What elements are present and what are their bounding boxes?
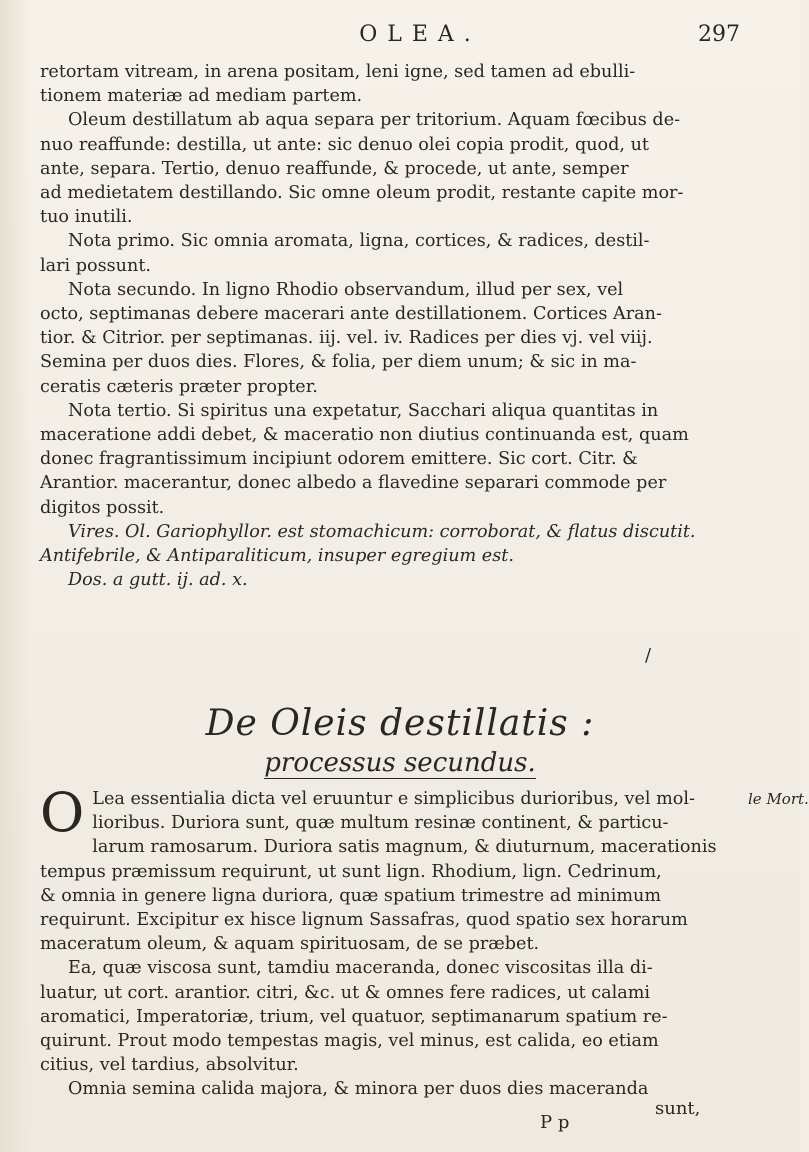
text-line: Nota secundo. In ligno Rhodio observandum, illud per sex, vel (68, 279, 624, 300)
text-line: Nota tertio. Si spiritus una expetatur, Sacchari aliqua quantitas in (68, 400, 659, 421)
text-line: Antifebrile, & Antiparaliticum, insuper egregium est. (40, 546, 514, 567)
text-line: donec fragrantissimum incipiunt odorem emittere. Sic cort. Citr. & (40, 449, 638, 470)
text-line: luatur, ut cort. arantior. citri, &c. ut & omnes fere radices, ut calami (40, 982, 651, 1003)
signature-mark: P p (540, 1112, 570, 1133)
text-line: Arantior. macerantur, donec albedo a flavedine separari commode per (40, 473, 667, 494)
running-title: OLEA. (359, 22, 481, 47)
text-line: ante, separa. Tertio, denuo reaffunde, & procede, ut ante, semper (40, 158, 629, 179)
text-line: octo, septimanas debere macerari ante destillationem. Cortices Aran- (40, 304, 662, 325)
text-line: lari possunt. (40, 255, 151, 276)
text-line: Vires. Ol. Gariophyllor. est stomachicum: corroborat, & flatus discutit. (68, 521, 696, 542)
text-line: Omnia semina calida majora, & minora per duos dies maceranda (68, 1079, 649, 1100)
page-header (0, 18, 800, 58)
section-subheading-text: processus secundus. (264, 748, 536, 778)
section-subheading (0, 748, 800, 778)
text-line: ad medietatem destillando. Sic omne oleum prodit, restante capite mor- (40, 183, 684, 204)
text-line: requirunt. Excipitur ex hisce lignum Sassafras, quod spatio sex horarum (40, 910, 688, 931)
text-line: Lea essentialia dicta vel eruuntur e simplicibus durioribus, vel mol- (92, 789, 695, 809)
drop-cap: O (40, 781, 85, 844)
text-line: Ea, quæ viscosa sunt, tamdiu maceranda, donec viscositas illa di- (68, 958, 653, 979)
text-line: digitos possit. (40, 497, 165, 518)
text-line: & omnia in genere ligna duriora, quæ spatium trimestre ad minimum (40, 885, 662, 906)
text-line: quirunt. Prout modo tempestas magis, vel minus, est calida, eo etiam (40, 1031, 659, 1052)
text-line: tionem materiæ ad mediam partem. (40, 86, 363, 107)
text-line: Nota primo. Sic omnia aromata, ligna, cortices, & radices, destil- (68, 231, 650, 252)
section-heading: De Oleis destillatis : (205, 703, 595, 744)
page-gutter-shadow (0, 0, 30, 1152)
text-line: aromatici, Imperatoriæ, trium, vel quatuor, septimanarum spatium re- (40, 1006, 668, 1027)
text-line: larum ramosarum. Duriora satis magnum, & diuturnum, macerationis (92, 837, 717, 858)
text-line: maceratum oleum, & aquam spirituosam, de se præbet. (40, 934, 540, 955)
text-line: maceratione addi debet, & maceratio non diutius continuanda est, quam (40, 425, 689, 446)
text-line: retortam vitream, in arena positam, leni igne, sed tamen ad ebulli- (40, 62, 636, 82)
catchword: sunt, (655, 1098, 701, 1119)
text-line: Oleum destillatum ab aqua separa per tritorium. Aquam fœcibus de- (68, 110, 681, 131)
page-number: 297 (698, 22, 740, 47)
text-line: nuo reaffunde: destilla, ut ante: sic denuo olei copia prodit, quod, ut (40, 134, 649, 155)
text-line: citius, vel tardius, absolvitur. (40, 1055, 299, 1076)
text-line: Semina per duos dies. Flores, & folia, per diem unum; & sic in ma- (40, 352, 637, 373)
section-2-text (40, 781, 730, 1102)
margin-note: le Mort. (748, 790, 809, 808)
text-line: tuo inutili. (40, 207, 133, 228)
text-line: Dos. a gutt. ij. ad. x. (68, 570, 248, 591)
text-line: tempus præmissum requirunt, ut sunt lign. Rhodium, lign. Cedrinum, (40, 861, 662, 882)
text-line: ceratis cæteris præter propter. (40, 376, 318, 397)
text-line: lioribus. Duriora sunt, quæ multum resinæ continent, & particu- (92, 813, 669, 834)
slash-mark: / (645, 645, 652, 666)
section-1-text (40, 60, 730, 592)
text-line: tior. & Citrior. per septimanas. iij. vel. iv. Radices per dies vj. vel viij. (40, 328, 653, 349)
